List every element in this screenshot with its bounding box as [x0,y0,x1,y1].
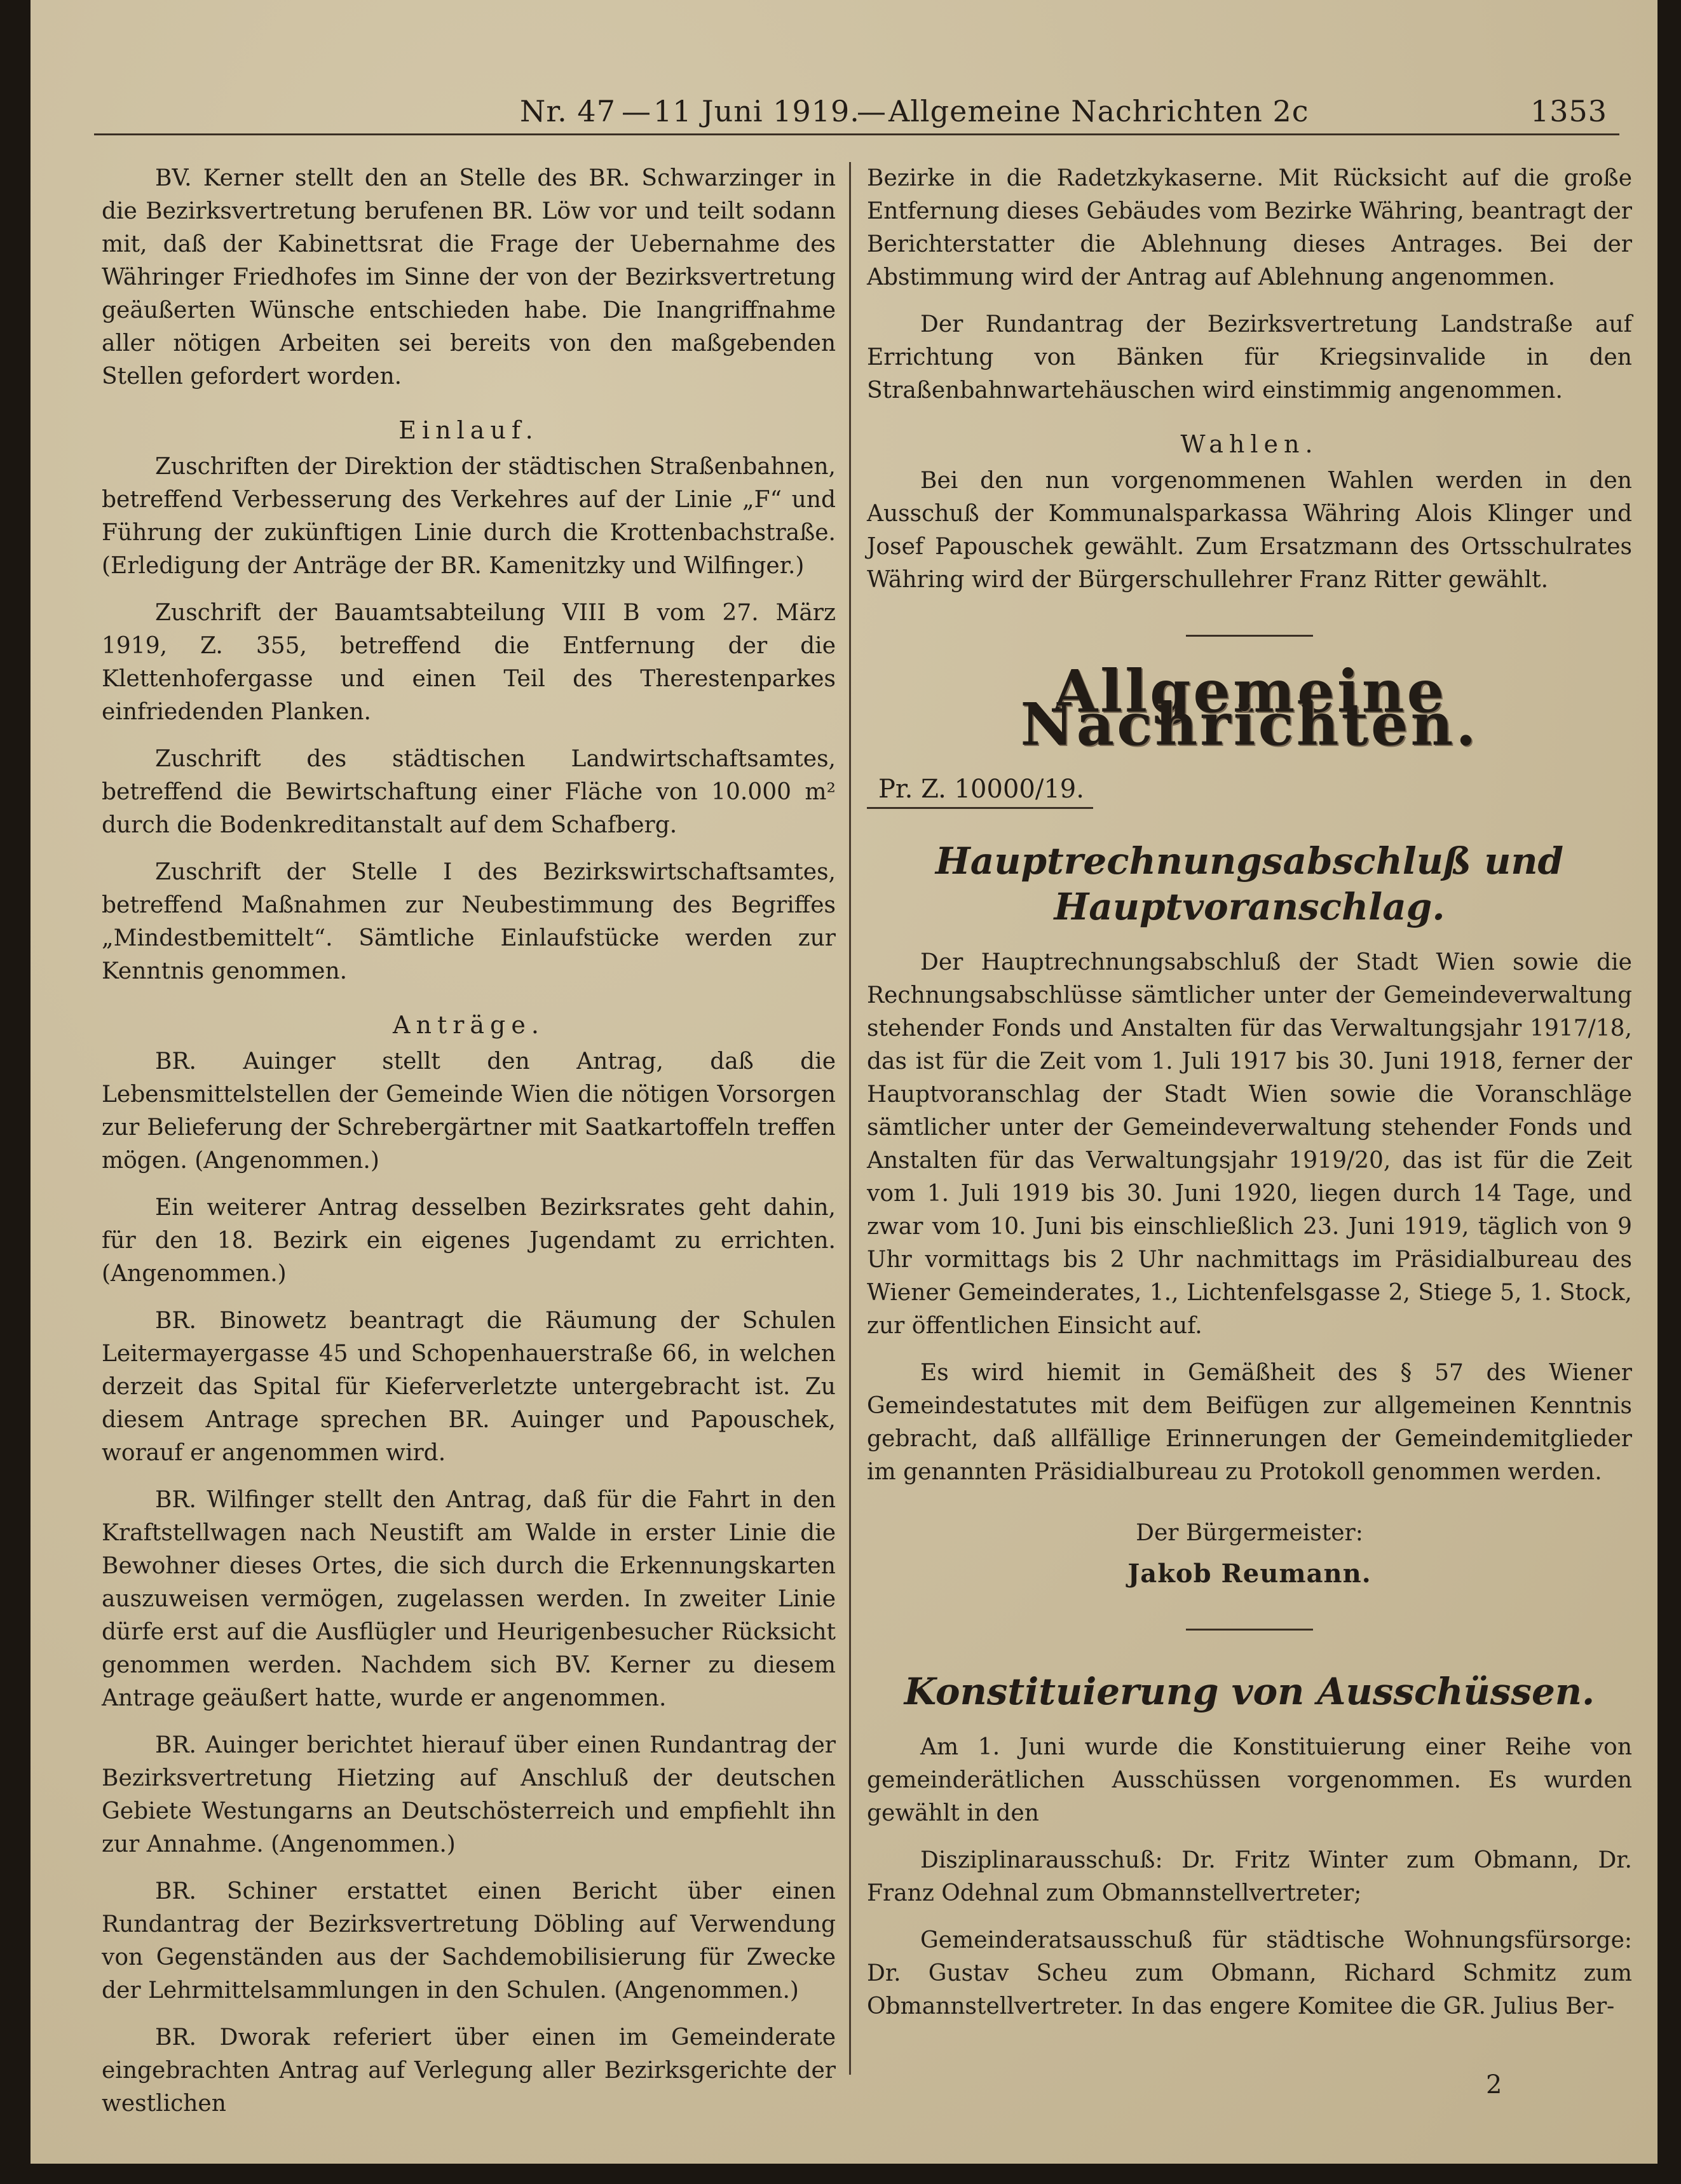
article-title-hauptrechnung: Hauptrechnungsabschluß und Hauptvoranschlag. [935,839,1564,928]
paragraph-haupt-1: Der Hauptrechnungsabschluß der Stadt Wien sowie die Rechnungsabschlüsse sämtlicher unter der Gemeindeverwaltung stehender Fonds und Anstalten für das Verwaltungsjahr 1917/18, das ist für die Zeit vom 1. Juli 1917 bis 30. Juni 1918, ferner der Hauptvoranschlag der Stadt Wien sowie die Voranschläge sämtlicher unter der Gemeindeverwaltung stehender Fonds und Anstalten für das Verwaltungsjahr 1919/20, das ist für die Zeit vom 1. Juli 1919 bis 30. Juni 1920, liegen durch 14 Tage, und zwar vom 10. Juni bis einschließlich 23. Juni 1919, täglich von 9 Uhr vormittags bis 2 Uhr nachmittags im Präsidialbureau des Wiener Gemeinderates, 1., Lichtenfelsgasse 2, Stiege 5, 1. Stock, zur öffentlichen Einsicht auf. [867,949,1632,1339]
paragraph-haupt-2: Es wird hiemit in Gemäßheit des § 57 des Wiener Gemeindestatutes mit dem Beifügen zur allgemeinen Kenntnis gebracht, daß allfällige Erinnerungen der Gemeindemitglieder im genannten Präsidialbureau zu Protokoll genommen werden. [867,1360,1632,1485]
paragraph-continuation: Bezirke in die Radetzkykaserne. Mit Rücksicht auf die große Entfernung dieses Gebäudes vom Bezirke Währing, beantragt der Berichterstatter die Ablehnung dieses Antrages. Bei der Abstimmung wird der Antrag auf Ablehnung angenommen. [867,165,1633,290]
paragraph-wahlen: Bei den nun vorgenommenen Wahlen werden in den Ausschuß der Kommunalsparkassa Währing Alois Klinger und Josef Papouschek gewählt. Zum Ersatzmann des Ortsschulrates Währing wird der Bürgerschullehrer Franz Ritter gewählt. [867,468,1632,593]
section-heading-allgemeine: Allgemeine Nachrichten. [1020,657,1479,759]
signature-mark: 2 [1486,2070,1502,2099]
paragraph-dworak: BR. Dworak referiert über einen im Gemeinderate eingebrachten Antrag auf Verlegung aller Bezirksgerichte der westlichen [102,2025,836,2117]
paragraph-auinger-2: Ein weiterer Antrag desselben Bezirksrates geht dahin, für den 18. Bezirk ein eigenes Jugendamt zu errichten. (Angenommen.) [102,1195,836,1287]
paragraph-landstrasse: Der Rundantrag der Bezirksvertretung Landstraße auf Errichtung von Bänken für Kriegsinvalide in den Straßenbahnwartehäuschen wird einstimmig angenommen. [867,311,1632,404]
heading-antraege: Anträge. [393,1011,545,1039]
paragraph-konst-1: Am 1. Juni wurde die Konstituierung einer Reihe von gemeinderätlichen Ausschüssen vorgenommen. Es wurden gewählt in den [867,1734,1632,1826]
paragraph-binowetz: BR. Binowetz beantragt die Räumung der Schulen Leitermayergasse 45 und Schopenhauerstraße 66, in welchen derzeit das Spital für Kieferverletzte untergebracht ist. Zu diesem Antrage sprechen BR. Auinger und Papouschek, worauf er angenommen wird. [102,1308,836,1466]
paragraph-kerner: BV. Kerner stellt den an Stelle des BR. Schwarzinger in die Bezirksvertretung berufenen BR. Löw vor und teilt sodann mit, daß der Kabinettsrat die Frage der Uebernahme des Währinger Friedhofes im Sinne der von der Bezirksvertretung geäußerten Wünsche entschieden habe. Die Inangriffnahme aller nötigen Arbeiten sei bereits von den maßgebenden Stellen gefordert worden. [102,165,836,390]
paragraph-schiner: BR. Schiner erstattet einen Bericht über einen Rundantrag der Bezirksvertretung Döbling auf Verwendung von Gegenständen aus der Sachdemobilisierung für Zwecke der Lehrmittelsammlungen in den Schulen. (Angenommen.) [102,1878,836,2004]
section-rule [1186,635,1313,637]
newspaper-page [31,0,1657,2164]
paragraph-wilfinger: BR. Wilfinger stellt den Antrag, daß für die Fahrt in den Kraftstellwagen nach Neustift am Walde in erster Linie die Bewohner dieses Ortes, die sich durch die Erkennungskarten auszuweisen vermögen, zugelassen werden. In zweiter Linie dürfe erst auf die Ausflügler und Heurigenbesucher Rücksicht genommen werden. Nachdem sich BV. Kerner zu diesem Antrage geäußert hatte, wurde er angenommen. [102,1487,836,1711]
page-number: 1353 [1530,94,1608,128]
paragraph-einlauf-4: Zuschrift der Stelle I des Bezirkswirtschaftsamtes, betreffend Maßnahmen zur Neubestimmung des Begriffes „Mindestbemittelt“. Sämtliche Einlaufstücke werden zur Kenntnis genommen. [102,859,836,984]
left-column [102,162,836,2134]
heading-einlauf: Einlauf. [398,416,539,444]
paragraph-einlauf-2: Zuschrift der Bauamtsabteilung VIII B vom 27. März 1919, Z. 355, betreffend die Entfernung der die Klettenhofergasse und einen Teil des Therestenparkes einfriedenden Planken. [102,600,836,725]
column-divider [849,162,851,2075]
paragraph-konst-2: Disziplinarausschuß: Dr. Fritz Winter zum Obmann, Dr. Franz Odehnal zum Obmannstellvertreter; [867,1847,1632,1906]
page-header [31,76,1657,133]
signature-label: Der Bürgermeister: [1136,1520,1363,1546]
header-separator: — [622,94,651,128]
reference-number: Pr. Z. 10000/19. [867,773,1093,809]
article-title-konstituierung: Konstituierung von Ausschüssen. [904,1670,1595,1713]
paragraph-auinger-3: BR. Auinger berichtet hierauf über einen Rundantrag der Bezirksvertretung Hietzing auf Anschluß der deutschen Gebiete Westungarns an Deutschösterreich und empfiehlt ihn zur Annahme. (Angenommen.) [102,1732,836,1857]
paragraph-einlauf-3: Zuschrift des städtischen Landwirtschaftsamtes, betreffend die Bewirtschaftung einer Fläche von 10.000 m² durch die Bodenkreditanstalt auf dem Schafberg. [102,746,836,838]
right-column [867,162,1632,2037]
section-title: Allgemeine Nachrichten 2c [888,94,1309,128]
heading-wahlen: Wahlen. [1180,430,1319,458]
paragraph-einlauf-1: Zuschriften der Direktion der städtischen Straßenbahnen, betreffend Verbesserung des Verkehres auf der Linie „F“ und Führung der zukünftigen Linie durch die Krottenbachstraße. (Erledigung der Anträge der BR. Kamenitzky und Wilfinger.) [102,454,836,579]
paragraph-konst-3: Gemeinderatsausschuß für städtische Wohnungsfürsorge: Dr. Gustav Scheu zum Obmann, Richard Schmitz zum Obmannstellvertreter. In das engere Komitee die GR. Julius Ber- [867,1927,1632,2019]
header-rule [94,133,1619,135]
header-separator: — [857,94,887,128]
section-rule [1186,1629,1313,1631]
issue-number: Nr. 47 [520,94,616,128]
issue-date: 11 Juni 1919. [653,94,860,128]
paragraph-auinger-1: BR. Auinger stellt den Antrag, daß die Lebensmittelstellen der Gemeinde Wien die nötigen Vorsorgen zur Belieferung der Schrebergärtner mit Saatkartoffeln treffen mögen. (Angenommen.) [102,1048,836,1174]
signature-name: Jakob Reumann. [1127,1559,1371,1589]
